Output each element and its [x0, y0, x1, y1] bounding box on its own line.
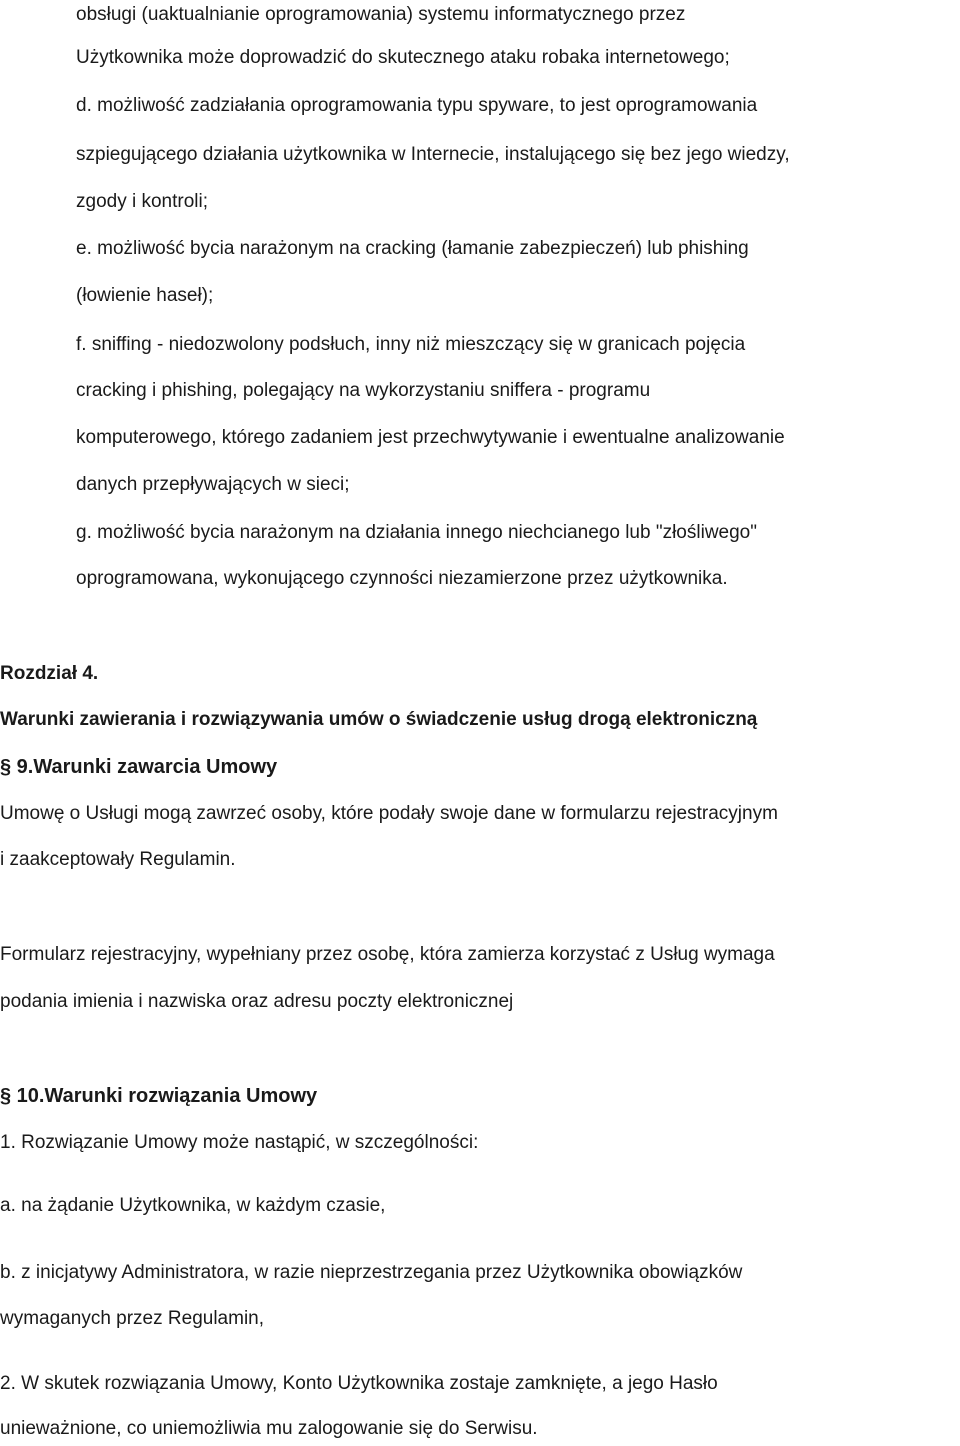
paragraph-line: podania imienia i nazwiska oraz adresu poczty elektronicznej: [0, 991, 514, 1012]
text-line: oprogramowana, wykonującego czynności niezamierzone przez użytkownika.: [76, 568, 728, 589]
text-line: (łowienie haseł);: [76, 285, 214, 306]
point-b-line: b. z inicjatywy Administratora, w razie nieprzestrzegania przez Użytkownika obowiązków: [0, 1262, 743, 1283]
section-heading: § 9.Warunki zawarcia Umowy: [0, 756, 278, 778]
chapter-label: Rozdział 4.: [0, 663, 99, 684]
text-line: Użytkownika może doprowadzić do skutecznego ataku robaka internetowego;: [76, 47, 730, 68]
text-line: obsługi (uaktualnianie oprogramowania) systemu informatycznego przez: [76, 4, 686, 25]
text-line: komputerowego, którego zadaniem jest przechwytywanie i ewentualne analizowanie: [76, 427, 785, 448]
text-line: zgody i kontroli;: [76, 191, 209, 212]
text-line: e. możliwość bycia narażonym na cracking (łamanie zabezpieczeń) lub phishing: [76, 238, 749, 259]
text-line: f. sniffing - niedozwolony podsłuch, inny niż mieszczący się w granicach pojęcia: [76, 334, 746, 355]
point-1: 1. Rozwiązanie Umowy może nastąpić, w szczególności:: [0, 1132, 479, 1153]
paragraph-line: Formularz rejestracyjny, wypełniany przez osobę, która zamierza korzystać z Usług wymaga: [0, 944, 775, 965]
text-line: szpiegującego działania użytkownika w Internecie, instalującego się bez jego wiedzy,: [76, 144, 790, 165]
point-a: a. na żądanie Użytkownika, w każdym czasie,: [0, 1195, 386, 1216]
text-line: d. możliwość zadziałania oprogramowania typu spyware, to jest oprogramowania: [76, 95, 758, 116]
point-2-line: unieważnione, co uniemożliwia mu zalogowanie się do Serwisu.: [0, 1418, 538, 1439]
text-line: cracking i phishing, polegający na wykorzystaniu sniffera - programu: [76, 380, 651, 401]
text-line: g. możliwość bycia narażonym na działania innego niechcianego lub "złośliwego": [76, 522, 757, 543]
paragraph-line: i zaakceptowały Regulamin.: [0, 849, 236, 870]
section-heading: § 10.Warunki rozwiązania Umowy: [0, 1085, 318, 1107]
point-b-line: wymaganych przez Regulamin,: [0, 1308, 265, 1329]
paragraph-line: Umowę o Usługi mogą zawrzeć osoby, które podały swoje dane w formularzu rejestracyjnym: [0, 803, 778, 824]
point-2-line: 2. W skutek rozwiązania Umowy, Konto Użytkownika zostaje zamknięte, a jego Hasło: [0, 1373, 718, 1394]
chapter-title: Warunki zawierania i rozwiązywania umów o świadczenie usług drogą elektroniczną: [0, 709, 758, 730]
text-line: danych przepływających w sieci;: [76, 474, 350, 495]
